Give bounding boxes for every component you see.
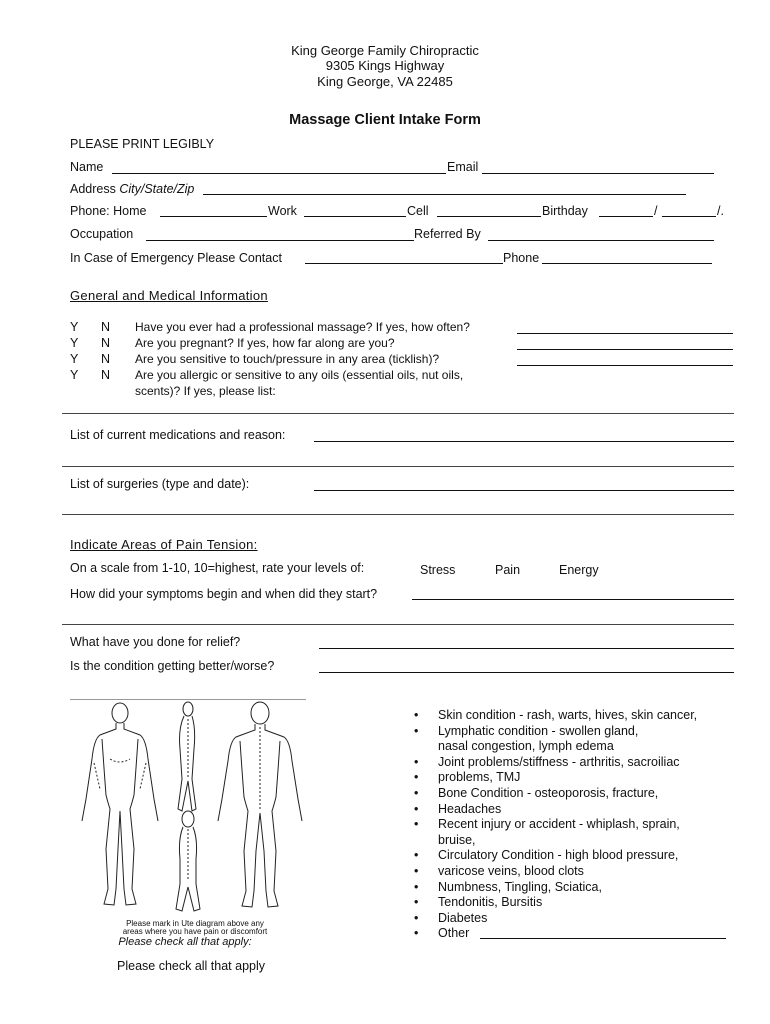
condition-label: Diabetes — [438, 910, 488, 925]
condition-item[interactable] — [412, 708, 742, 724]
other-condition-field[interactable] — [480, 938, 726, 939]
bullet-icon: • — [414, 785, 419, 800]
condition-label: Other — [438, 926, 470, 941]
emergency-field[interactable] — [305, 263, 503, 264]
pain-heading: Indicate Areas of Pain Tension: — [70, 537, 258, 552]
q4-y[interactable]: Y — [70, 368, 79, 382]
bullet-icon: • — [414, 817, 419, 832]
body-diagram[interactable] — [70, 699, 308, 935]
medications-field[interactable] — [314, 441, 734, 442]
general-heading: General and Medical Information — [70, 288, 268, 303]
q3-n[interactable]: N — [101, 352, 111, 366]
condition-label: Bone Condition - osteoporosis, fracture, — [438, 785, 659, 800]
divider — [62, 624, 734, 625]
address-hint: City/State/Zip — [119, 182, 195, 196]
birthday-label: Birthday — [542, 204, 588, 218]
q3-text: Are you sensitive to touch/pressure in any area (ticklish)? — [135, 352, 440, 366]
divider — [62, 466, 734, 467]
q4-text: Are you allergic or sensitive to any oils (essential oils, nut oils, — [135, 368, 464, 382]
condition-label: Is the condition getting better/worse? — [70, 659, 275, 673]
bullet-icon: • — [414, 863, 419, 878]
relief-label: What have you done for relief? — [70, 635, 241, 649]
birthday-month-field[interactable] — [599, 216, 653, 217]
condition-item[interactable] — [412, 817, 742, 833]
condition-label: Numbness, Tingling, Sciatica, — [438, 879, 602, 894]
work-field[interactable] — [304, 216, 406, 217]
bullet-icon: • — [414, 754, 419, 769]
phone-home-field[interactable] — [160, 216, 267, 217]
bullet-icon: • — [414, 708, 419, 722]
q1-n[interactable]: N — [101, 320, 111, 334]
print-note: PLEASE PRINT LEGIBLY — [70, 137, 215, 151]
condition-label: varicose veins, blood clots — [438, 863, 584, 878]
work-label: Work — [268, 204, 297, 218]
bullet-icon: • — [414, 910, 419, 925]
q2-n[interactable]: N — [101, 336, 111, 350]
emergency-phone-field[interactable] — [542, 263, 712, 264]
birthday-day-field[interactable] — [662, 216, 716, 217]
name-field[interactable] — [112, 173, 446, 174]
practice-name: King George Family Chiropractic — [291, 43, 479, 58]
condition-item[interactable] — [412, 848, 742, 864]
symptoms-label: How did your symptoms begin and when did they start? — [70, 587, 378, 601]
scale-label: On a scale from 1-10, 10=highest, rate your levels of: — [70, 561, 365, 575]
condition-item[interactable] — [412, 911, 742, 927]
condition-label: Circulatory Condition - high blood pressure, — [438, 848, 679, 863]
q3-answer-field[interactable] — [517, 365, 733, 366]
surgeries-field[interactable] — [314, 490, 734, 491]
diagram-caption-1: Please mark in Ute diagram above any — [126, 919, 264, 928]
divider — [62, 413, 734, 414]
conditions-list — [412, 708, 742, 942]
condition-field[interactable] — [319, 672, 734, 673]
diagram-caption-2: areas where you have pain or discomfort — [122, 927, 268, 936]
condition-label: bruise, — [438, 832, 476, 847]
birthday-slash-1: / — [654, 204, 658, 218]
divider — [62, 514, 734, 515]
energy-label[interactable]: Energy — [559, 563, 599, 577]
condition-label: Recent injury or accident - whiplash, sprain, — [438, 817, 680, 832]
check-all-label: Please check all that apply — [117, 959, 266, 973]
bullet-icon: • — [414, 848, 419, 863]
condition-item[interactable] — [412, 770, 742, 786]
practice-street: 9305 Kings Highway — [325, 58, 445, 73]
relief-field[interactable] — [319, 648, 734, 649]
condition-label: Lymphatic condition - swollen gland, — [438, 723, 639, 738]
cell-field[interactable] — [437, 216, 541, 217]
name-label: Name — [70, 160, 104, 174]
q1-text: Have you ever had a professional massage? If yes, how often? — [135, 320, 470, 334]
symptoms-field[interactable] — [412, 599, 734, 600]
condition-item[interactable] — [412, 895, 742, 911]
q4-n[interactable]: N — [101, 368, 111, 382]
pain-label[interactable]: Pain — [495, 563, 521, 577]
bullet-icon: • — [414, 926, 419, 941]
condition-label: Joint problems/stiffness - arthritis, sacroiliac — [438, 754, 680, 769]
q1-y[interactable]: Y — [70, 320, 79, 334]
condition-label: Skin condition - rash, warts, hives, skin cancer, — [438, 708, 698, 722]
email-field[interactable] — [482, 173, 714, 174]
occupation-field[interactable] — [146, 240, 414, 241]
phone-home-label: Phone: Home — [70, 204, 147, 218]
bullet-icon: • — [414, 770, 419, 785]
stress-label[interactable]: Stress — [420, 563, 456, 577]
occupation-label: Occupation — [70, 227, 134, 241]
emergency-label: In Case of Emergency Please Contact — [70, 251, 282, 265]
condition-item[interactable] — [412, 864, 742, 880]
condition-label: Tendonitis, Bursitis — [438, 895, 543, 910]
address-field[interactable] — [203, 194, 686, 195]
bullet-icon: • — [414, 879, 419, 894]
condition-label: problems, TMJ — [438, 770, 521, 785]
q2-text: Are you pregnant? If yes, how far along are you? — [135, 336, 395, 350]
surgeries-label: List of surgeries (type and date): — [70, 477, 250, 491]
form-title: Massage Client Intake Form — [289, 112, 481, 128]
cell-label: Cell — [407, 204, 429, 218]
birthday-slash-2: /. — [717, 204, 724, 218]
q4-text-cont: scents)? If yes, please list: — [135, 384, 276, 398]
condition-item[interactable] — [412, 786, 742, 802]
bullet-icon: • — [414, 801, 419, 816]
emergency-phone-label: Phone — [503, 251, 540, 265]
q2-answer-field[interactable] — [517, 349, 733, 350]
condition-label: Headaches — [438, 801, 502, 816]
bullet-icon: • — [414, 895, 419, 910]
condition-item[interactable] — [412, 926, 742, 942]
medications-label: List of current medications and reason: — [70, 428, 286, 442]
referred-label: Referred By — [414, 227, 481, 241]
practice-city: King George, VA 22485 — [317, 74, 453, 89]
address-text: Address — [70, 182, 116, 196]
q1-answer-field[interactable] — [517, 333, 733, 334]
condition-item[interactable] — [412, 724, 742, 740]
referred-field[interactable] — [488, 240, 714, 241]
bullet-icon: • — [414, 723, 419, 738]
condition-item[interactable] — [412, 755, 742, 771]
diagram-caption-3: Please check all that apply: — [118, 936, 252, 948]
q2-y[interactable]: Y — [70, 336, 79, 350]
condition-item-continued — [412, 739, 742, 755]
address-label — [70, 182, 194, 196]
body-outline-icon — [70, 699, 308, 935]
condition-item[interactable] — [412, 802, 742, 818]
condition-label: nasal congestion, lymph edema — [438, 739, 614, 754]
email-label: Email — [447, 160, 479, 174]
condition-item[interactable] — [412, 880, 742, 896]
condition-item-continued — [412, 833, 742, 849]
q3-y[interactable]: Y — [70, 352, 79, 366]
